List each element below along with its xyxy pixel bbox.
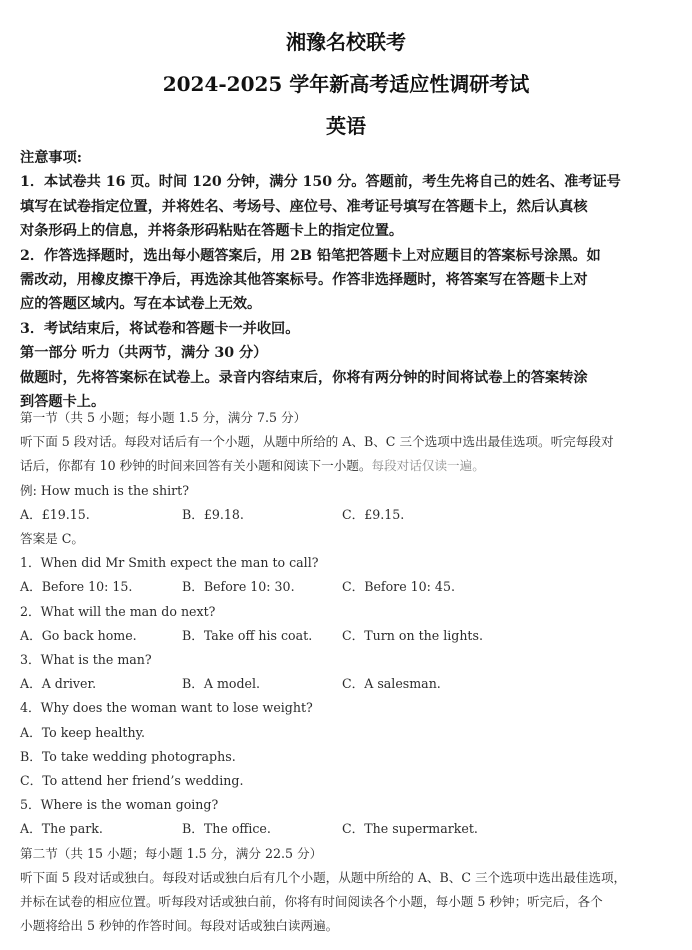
option-c: C．Before 10: 45. bbox=[342, 579, 455, 595]
section1-instruction: 听下面 5 段对话。每段对话后有一个小题，从题中所给的 A、B、C 三个选项中选出最佳选项。听完每段对 bbox=[20, 434, 614, 450]
section2-instruction: 并标在试卷的相应位置。听每段对话或独白前，你将有时间阅读各个小题，每小题 5 秒钟；听完后，各个 bbox=[20, 894, 603, 910]
notice-line: 2．作答选择题时，选出每小题答案后，用 2B 铅笔把答题卡上对应题目的答案标号涂黑。如 bbox=[20, 247, 601, 264]
option-a: A．Before 10: 15. bbox=[20, 579, 133, 595]
notice-line: 3．考试结束后，将试卷和答题卡一并收回。 bbox=[20, 320, 300, 337]
exam-subtitle: 2024-2025 学年新高考适应性调研考试 bbox=[162, 72, 530, 96]
option-b: B．A model. bbox=[182, 676, 261, 692]
notice-line: 对条形码上的信息，并将条形码粘贴在答题卡上的指定位置。 bbox=[20, 223, 404, 240]
notice-line: 填写在试卷指定位置，并将姓名、考场号、座位号、准考证号填写在答题卡上，然后认真核 bbox=[20, 198, 588, 215]
question-5-options bbox=[20, 817, 680, 841]
notice-line: 需改动，用橡皮擦干净后，再选涂其他答案标号。作答非选择题时，将答案写在答题卡上对 bbox=[20, 272, 588, 289]
question-1-options bbox=[20, 575, 680, 599]
example-answer: 答案是 C。 bbox=[20, 531, 85, 547]
question-3: 3．What is the man? bbox=[20, 652, 152, 668]
listening-section bbox=[20, 406, 680, 938]
option-a: A．The park. bbox=[20, 821, 103, 837]
section1-instruction: 话后，你都有 10 秒钟的时间来回答有关小题和阅读下一小题。每段对话仅读一遍。 bbox=[20, 458, 485, 474]
question-4: 4．Why does the woman want to lose weight? bbox=[20, 700, 313, 716]
section2-title: 第二节（共 15 小题；每小题 1.5 分，满分 22.5 分） bbox=[20, 845, 323, 861]
section2-instruction: 小题将给出 5 秒钟的作答时间。每段对话或独白读两遍。 bbox=[20, 918, 339, 934]
question-1: 1．When did Mr Smith expect the man to call? bbox=[20, 555, 319, 571]
option-b: B．The office. bbox=[182, 821, 271, 837]
option-a: A．Go back home. bbox=[20, 627, 137, 643]
exam-title: 湘豫名校联考 bbox=[286, 30, 406, 54]
part-instruction: 到答题卡上。 bbox=[20, 394, 106, 411]
section2-instruction: 听下面 5 段对话或独白。每段对话或独白后有几个小题，从题中所给的 A、B、C 三个选项中选出最佳选项， bbox=[20, 869, 627, 885]
example-question: 例: How much is the shirt? bbox=[20, 482, 189, 498]
notice-block bbox=[20, 146, 675, 414]
option-a: A．£19.15. bbox=[20, 506, 90, 522]
part-title: 第一部分 听力（共两节，满分 30 分） bbox=[20, 345, 268, 362]
question-3-options bbox=[20, 672, 680, 696]
option-a: A．A driver. bbox=[20, 676, 97, 692]
question-5: 5．Where is the woman going? bbox=[20, 797, 219, 813]
question-2-options bbox=[20, 624, 680, 648]
option-c: C．A salesman. bbox=[342, 676, 441, 692]
question-2: 2．What will the man do next? bbox=[20, 603, 216, 619]
option-c: C．To attend her friend’s wedding. bbox=[20, 773, 244, 789]
option-c: C．Turn on the lights. bbox=[342, 627, 483, 643]
option-c: C．The supermarket. bbox=[342, 821, 478, 837]
option-a: A．To keep healthy. bbox=[20, 724, 146, 740]
notice-heading: 注意事项: bbox=[20, 150, 82, 166]
example-options bbox=[20, 503, 680, 527]
section1-title: 第一节（共 5 小题；每小题 1.5 分，满分 7.5 分） bbox=[20, 410, 307, 425]
notice-line: 应的答题区域内。写在本试卷上无效。 bbox=[20, 296, 262, 313]
option-b: B．Take off his coat. bbox=[182, 627, 313, 643]
option-b: B．£9.18. bbox=[182, 506, 244, 522]
part-instruction: 做题时，先将答案标在试卷上。录音内容结束后，你将有两分钟的时间将试卷上的答案转涂 bbox=[20, 369, 588, 386]
subject-title: 英语 bbox=[326, 114, 366, 138]
option-b: B．Before 10: 30. bbox=[182, 579, 295, 595]
option-c: C．£9.15. bbox=[342, 506, 405, 522]
notice-line: 1．本试卷共 16 页。时间 120 分钟，满分 150 分。答题前，考生先将自己的姓名、准考证号 bbox=[20, 174, 621, 191]
option-b: B．To take wedding photographs. bbox=[20, 748, 236, 764]
